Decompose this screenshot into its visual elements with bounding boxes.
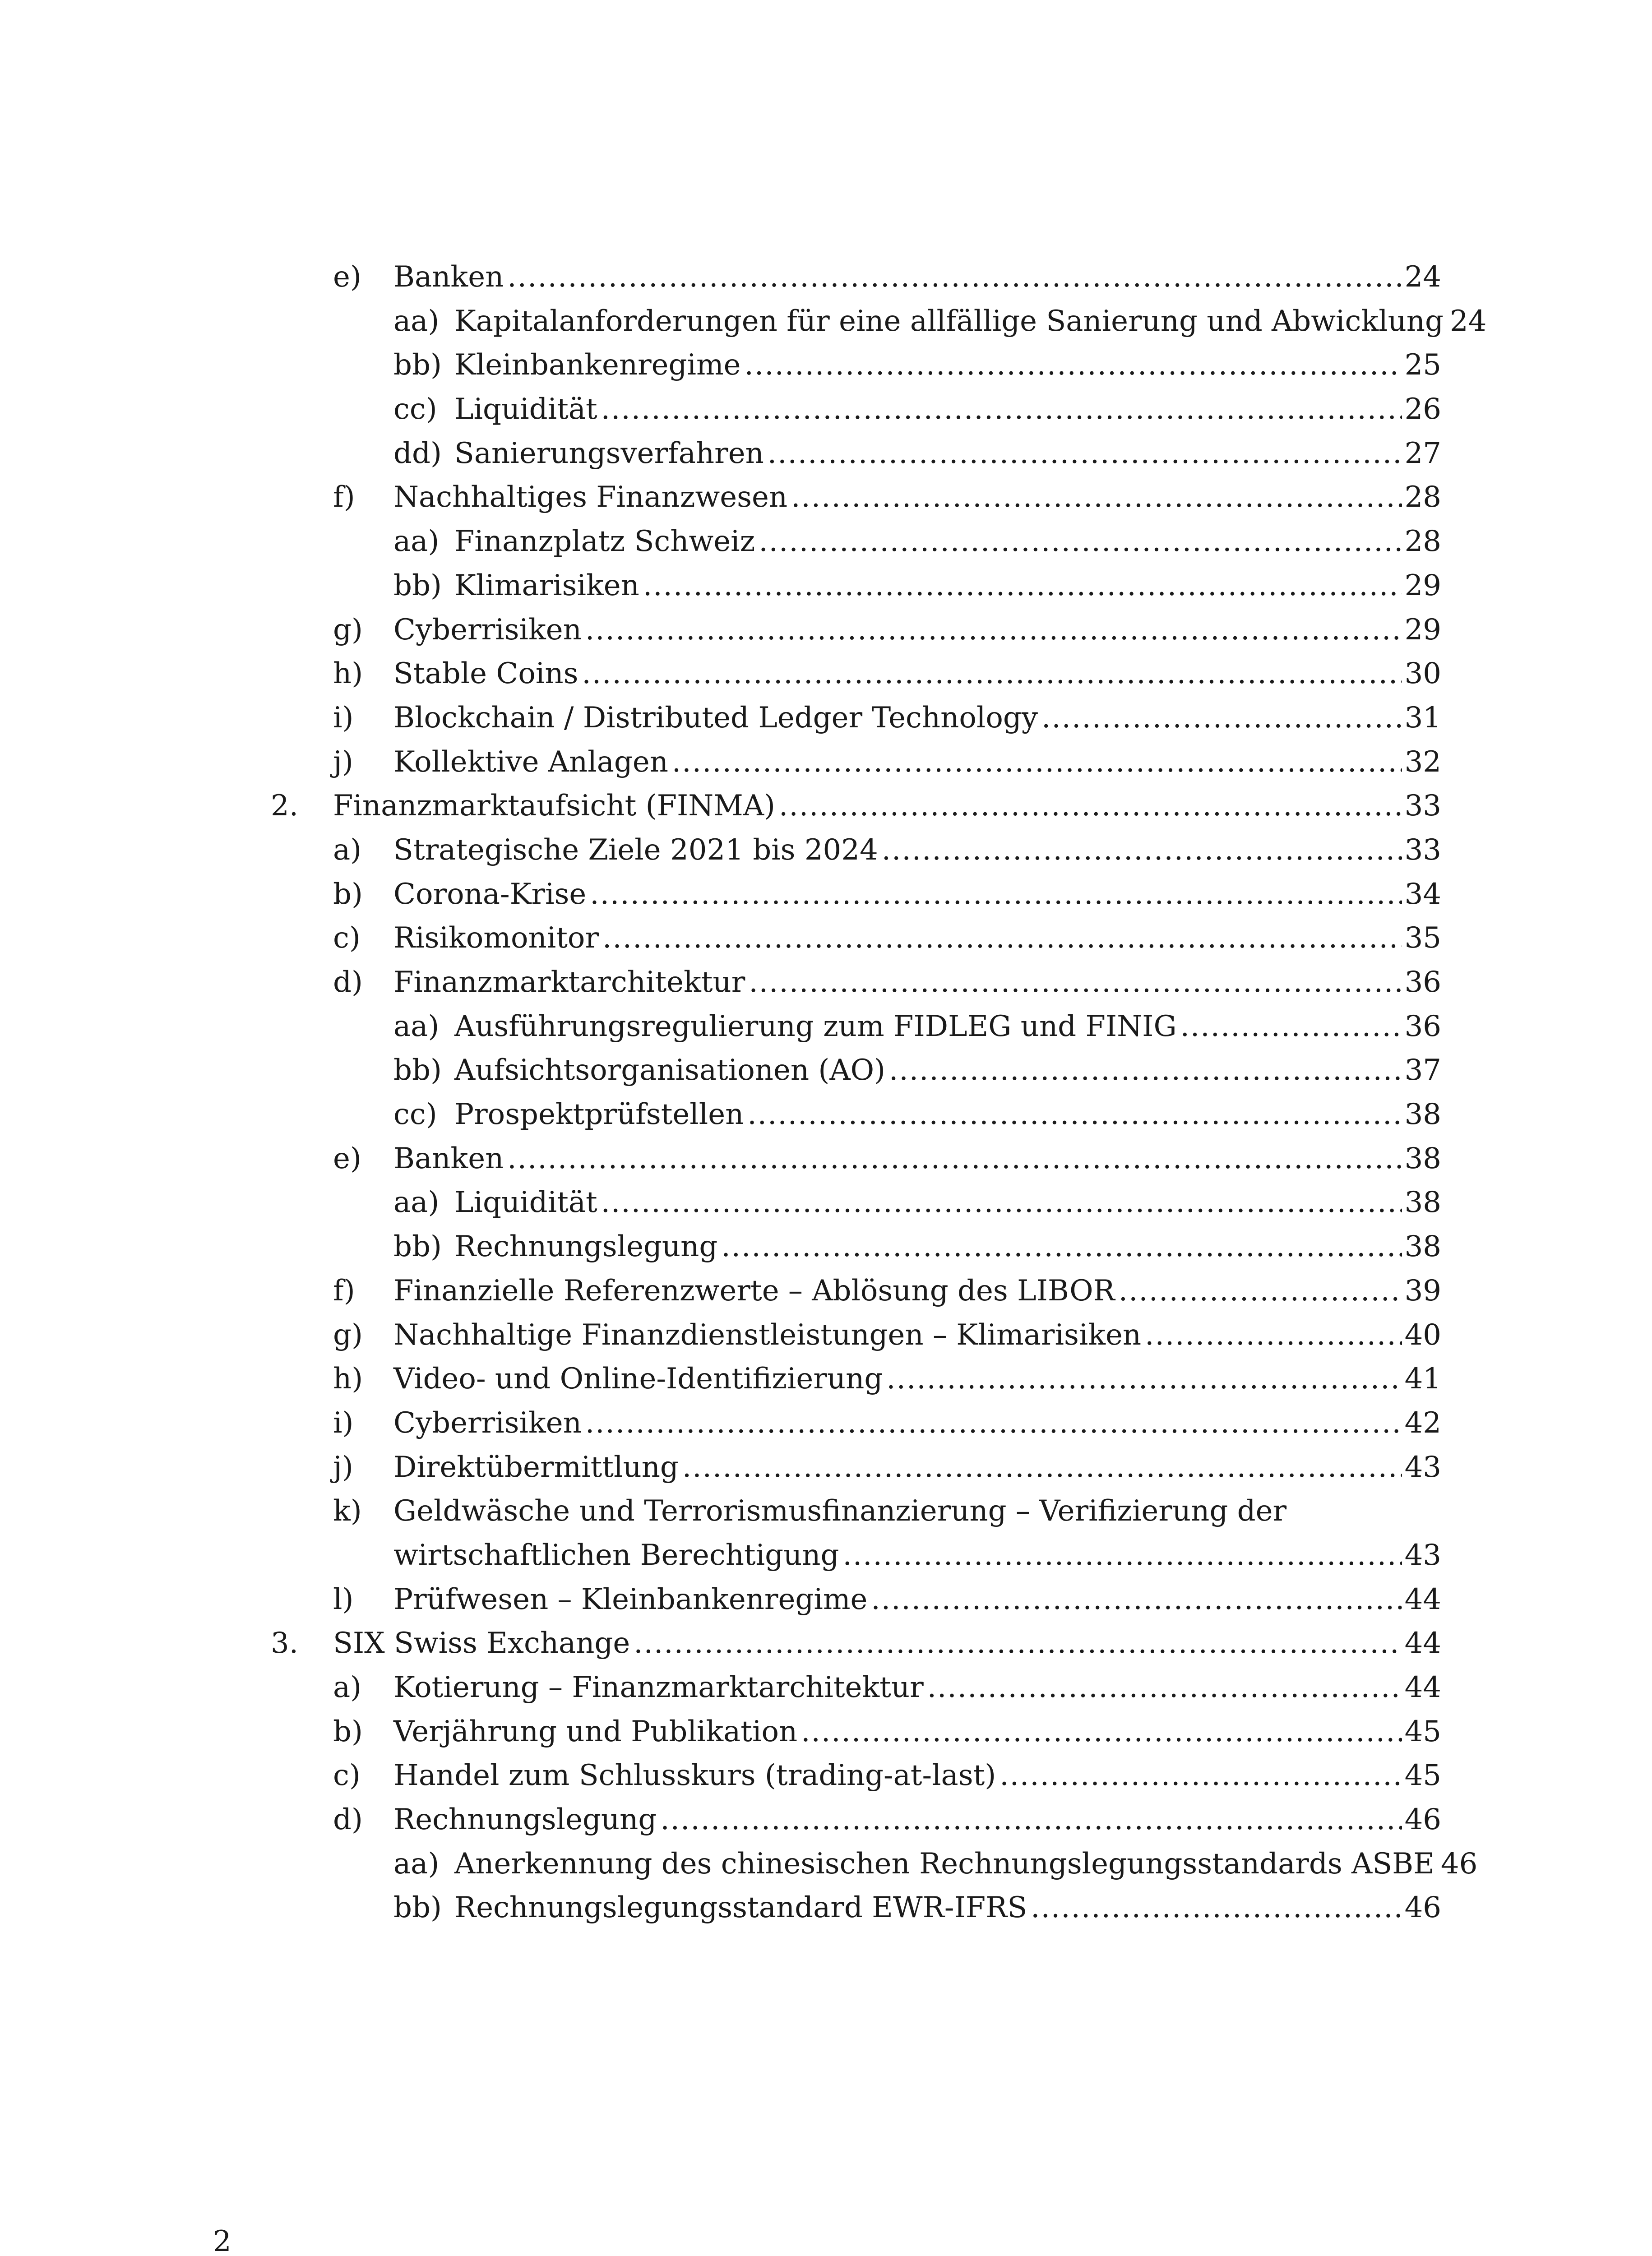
toc-entry-body [454,1181,1441,1225]
toc-entry[interactable] [0,1049,1652,1093]
toc-entry[interactable] [0,1313,1652,1358]
toc-entry-body [393,608,1441,652]
toc-entry[interactable] [0,1446,1652,1490]
toc-entry-body [393,1401,1441,1446]
toc-entry-number: a) [333,1671,362,1704]
toc-entry[interactable] [0,652,1652,696]
dot-leader [842,1534,1402,1578]
toc-entry-number: bb) [393,569,442,602]
toc-entry-title: Direktübermittlung [393,1450,679,1484]
toc-entry-title: Strategische Ziele 2021 bis 2024 [393,833,878,867]
dot-leader [759,520,1402,564]
toc-entry[interactable] [0,255,1652,300]
toc-entry-body [393,740,1441,785]
toc-entry-page: 44 [1404,1627,1441,1660]
toc-entry-title: Banken [393,1142,504,1175]
toc-entry-number: k) [333,1494,362,1528]
toc-entry-body [454,1886,1441,1930]
dot-leader [768,432,1402,476]
dot-leader [507,1137,1402,1181]
toc-entry-title: Finanzplatz Schweiz [454,525,755,559]
toc-entry-number: aa) [393,1186,440,1220]
toc-entry-page: 33 [1404,833,1441,867]
toc-entry-number: d) [333,1803,363,1837]
toc-entry-number: c) [333,921,361,955]
dot-leader [601,388,1402,432]
toc-entry-number: j) [333,745,353,779]
toc-entry[interactable] [0,300,1652,344]
toc-entry-page: 43 [1404,1450,1441,1484]
toc-entry-page: 38 [1404,1186,1441,1220]
toc-entry-page: 30 [1404,657,1441,691]
toc-entry-number: l) [333,1582,354,1616]
toc-entry-body [393,696,1441,740]
toc-entry[interactable] [0,1754,1652,1798]
toc-entry-number: h) [333,1362,363,1396]
toc-entry-title: Rechnungslegung [454,1230,718,1264]
dot-leader [1041,696,1402,740]
toc-entry[interactable] [0,564,1652,608]
toc-entry-number: b) [333,877,363,911]
toc-entry-title: Rechnungslegung [393,1803,657,1837]
toc-entry-title: Cyberrisiken [393,1406,582,1440]
toc-entry-body [393,1666,1441,1710]
dot-leader [672,740,1402,785]
toc-entry-title: Prüfwesen – Kleinbankenregime [393,1582,868,1616]
toc-entry[interactable] [0,520,1652,564]
dot-leader [882,828,1402,873]
toc-entry-body [393,1269,1441,1313]
toc-entry-number: bb) [393,1891,442,1925]
toc-entry-number: g) [333,613,363,647]
toc-entry[interactable] [0,1357,1652,1401]
toc-entry-body [333,784,1441,828]
toc-entry-title: Aufsichtsorganisationen (AO) [454,1054,885,1087]
toc-entry-body [393,1313,1441,1358]
dot-leader [602,916,1402,961]
dot-leader [1180,1005,1402,1049]
toc-entry-page: 38 [1404,1230,1441,1264]
dot-leader [507,255,1402,300]
toc-entry[interactable] [0,1005,1652,1049]
toc-entry-body [454,1225,1441,1269]
toc-entry-number: c) [333,1759,361,1793]
toc-entry-number: aa) [393,1009,440,1043]
toc-entry-body [454,300,1487,344]
toc-entry-body [393,1710,1441,1754]
toc-entry-page: 44 [1404,1671,1441,1704]
dot-leader [745,343,1402,388]
toc-entry[interactable] [0,1622,1652,1666]
toc-entry[interactable] [0,1137,1652,1181]
toc-entry-title: Klimarisiken [454,569,639,602]
toc-entry-page: 42 [1404,1406,1441,1440]
dot-leader [721,1225,1402,1269]
toc-entry-body [454,520,1441,564]
dot-leader [634,1622,1402,1666]
toc-entry-number: a) [333,833,362,867]
toc-entry-page: 28 [1404,481,1441,514]
toc-entry-number: cc) [393,393,437,426]
toc-entry-page: 44 [1404,1582,1441,1616]
toc-entry-page: 29 [1404,613,1441,647]
toc-entry-page: 24 [1404,260,1441,294]
toc-entry-page: 35 [1404,921,1441,955]
dot-leader [747,1093,1402,1137]
toc-entry-title: Handel zum Schlusskurs (trading-at-last) [393,1759,996,1793]
toc-entry-title: Stable Coins [393,657,578,691]
dot-leader [601,1181,1402,1225]
toc-entry[interactable] [0,784,1652,828]
toc-entry-body [393,873,1441,917]
toc-entry-title: Kapitalanforderungen für eine allfällige Sanierung und Abwicklung [454,304,1444,338]
toc-entry-title: SIX Swiss Exchange [333,1627,630,1660]
toc-entry[interactable] [0,828,1652,873]
toc-entry-number: j) [333,1450,353,1484]
table-of-contents [0,255,1652,1930]
toc-entry-page: 45 [1404,1759,1441,1793]
toc-entry-title-line: Geldwäsche und Terrorismusfinanzierung – Verifizierung der [393,1494,1287,1528]
toc-entry-number: i) [333,1406,354,1440]
dot-leader [791,476,1402,520]
toc-entry-number: aa) [393,1847,440,1881]
toc-entry-number: d) [333,966,363,999]
toc-entry-body [454,432,1441,476]
toc-entry-continuation[interactable] [0,1534,1652,1578]
toc-entry-title: Video- und Online-Identifizierung [393,1362,883,1396]
toc-entry-title: Prospektprüfstellen [454,1098,744,1132]
toc-entry[interactable] [0,1710,1652,1754]
toc-entry-title: Finanzmarktarchitektur [393,966,745,999]
toc-entry-number: 2. [271,789,299,823]
toc-entry[interactable] [0,476,1652,520]
toc-entry[interactable] [0,343,1652,388]
toc-entry[interactable] [0,1578,1652,1622]
toc-entry[interactable] [0,696,1652,740]
toc-entry-body [393,1137,1441,1181]
toc-entry-body [393,1578,1441,1622]
toc-entry-number: aa) [393,525,440,559]
toc-entry[interactable] [0,1886,1652,1930]
toc-entry-number: bb) [393,1230,442,1264]
toc-entry-page: 28 [1404,525,1441,559]
toc-entry[interactable] [0,1269,1652,1313]
dot-leader [886,1357,1402,1401]
toc-entry[interactable] [0,608,1652,652]
toc-entry-number: e) [333,260,361,294]
dot-leader [1145,1313,1402,1358]
toc-entry-page: 38 [1404,1098,1441,1132]
toc-entry[interactable] [0,873,1652,917]
toc-entry-body [393,1357,1441,1401]
toc-entry-page: 34 [1404,877,1441,911]
toc-entry-title: Kotierung – Finanzmarktarchitektur [393,1671,924,1704]
toc-entry[interactable] [0,961,1652,1005]
toc-entry-title: Blockchain / Distributed Ledger Technology [393,701,1038,735]
toc-entry-body [393,961,1441,1005]
toc-entry-page: 38 [1404,1142,1441,1175]
toc-entry-page: 39 [1404,1274,1441,1308]
toc-entry-number: f) [333,481,355,514]
toc-entry-title: Corona-Krise [393,877,587,911]
toc-entry[interactable] [0,432,1652,476]
toc-entry[interactable] [0,1842,1652,1886]
toc-entry-body [393,828,1441,873]
toc-entry-body [454,388,1441,432]
toc-entry-title: Cyberrisiken [393,613,582,647]
toc-entry-page: 46 [1404,1803,1441,1837]
toc-entry-number: i) [333,701,354,735]
toc-entry-page: 32 [1404,745,1441,779]
toc-entry-title: Verjährung und Publikation [393,1715,798,1748]
toc-entry-number: bb) [393,348,442,382]
toc-entry-page: 26 [1404,393,1441,426]
toc-entry-page: 45 [1404,1715,1441,1748]
toc-entry-body [454,343,1441,388]
dot-leader [927,1666,1402,1710]
toc-entry[interactable] [0,1666,1652,1710]
toc-entry-title: wirtschaftlichen Berechtigung [393,1538,839,1572]
toc-entry-title: Finanzmarktaufsicht (FINMA) [333,789,775,823]
toc-entry-page: 25 [1404,348,1441,382]
toc-entry-body [454,1049,1441,1093]
toc-entry-page: 33 [1404,789,1441,823]
toc-entry-title: Liquidität [454,393,597,426]
page-number: 2 [213,2225,231,2256]
toc-entry-title: Finanzielle Referenzwerte – Ablösung des LIBOR [393,1274,1115,1308]
toc-entry-page: 46 [1404,1891,1441,1925]
dot-leader [582,652,1402,696]
dot-leader [889,1049,1402,1093]
toc-entry-number: g) [333,1318,363,1352]
toc-entry[interactable] [0,388,1652,432]
toc-entry-body [333,1622,1441,1666]
toc-entry-body [393,476,1441,520]
toc-entry[interactable] [0,1093,1652,1137]
dot-leader [779,784,1402,828]
toc-entry-page: 46 [1440,1847,1478,1881]
toc-entry-page: 24 [1449,304,1487,338]
dot-leader [1119,1269,1402,1313]
dot-leader [682,1446,1402,1490]
toc-entry-title: Nachhaltiges Finanzwesen [393,481,788,514]
toc-entry-body [454,564,1441,608]
toc-entry-body [393,1534,1441,1578]
toc-entry-title: Kollektive Anlagen [393,745,668,779]
toc-entry-body [454,1093,1441,1137]
toc-entry-title: Risikomonitor [393,921,599,955]
dot-leader [871,1578,1402,1622]
toc-entry-page: 29 [1404,569,1441,602]
toc-entry-body [393,916,1441,961]
toc-entry-title: Ausführungsregulierung zum FIDLEG und FINIG [454,1009,1177,1043]
toc-entry-number: 3. [271,1627,299,1660]
toc-entry[interactable] [0,1225,1652,1269]
dot-leader [643,564,1402,608]
toc-entry-title: Rechnungslegungsstandard EWR-IFRS [454,1891,1027,1925]
toc-entry[interactable] [0,740,1652,785]
toc-entry-title: Anerkennung des chinesischen Rechnungslegungsstandards ASBE [454,1847,1435,1881]
toc-entry-body [454,1842,1478,1886]
toc-entry-page: 41 [1404,1362,1441,1396]
dot-leader [801,1710,1402,1754]
toc-entry[interactable] [0,1401,1652,1446]
toc-entry-page: 43 [1404,1538,1441,1572]
toc-entry[interactable] [0,1489,1652,1534]
toc-entry-title: Banken [393,260,504,294]
toc-entry-body [454,1005,1441,1049]
dot-leader [585,1401,1402,1446]
toc-entry-page: 36 [1404,1009,1441,1043]
toc-entry-title: Liquidität [454,1186,597,1220]
toc-entry[interactable] [0,1798,1652,1842]
toc-entry[interactable] [0,1181,1652,1225]
toc-entry-body [393,1754,1441,1798]
toc-entry-body [393,1446,1441,1490]
toc-entry-number: e) [333,1142,361,1175]
toc-entry-number: f) [333,1274,355,1308]
toc-entry-number: bb) [393,1054,442,1087]
toc-entry-body [393,255,1441,300]
dot-leader [590,873,1402,917]
toc-entry-page: 31 [1404,701,1441,735]
toc-entry-number: cc) [393,1098,437,1132]
toc-entry-page: 40 [1404,1318,1441,1352]
toc-entry-body [393,652,1441,696]
dot-leader [660,1798,1402,1842]
toc-entry-title: Nachhaltige Finanzdienstleistungen – Klimarisiken [393,1318,1142,1352]
toc-entry-page: 37 [1404,1054,1441,1087]
toc-entry-number: aa) [393,304,440,338]
dot-leader [1031,1886,1402,1930]
dot-leader [749,961,1402,1005]
dot-leader [585,608,1402,652]
toc-entry-number: b) [333,1715,363,1748]
toc-entry-title: Sanierungsverfahren [454,436,764,470]
toc-entry-body [393,1798,1441,1842]
toc-entry-number: dd) [393,436,442,470]
toc-entry-number: h) [333,657,363,691]
toc-entry-title: Kleinbankenregime [454,348,741,382]
dot-leader [1000,1754,1402,1798]
toc-entry-page: 36 [1404,966,1441,999]
toc-entry[interactable] [0,916,1652,961]
toc-entry-page: 27 [1404,436,1441,470]
